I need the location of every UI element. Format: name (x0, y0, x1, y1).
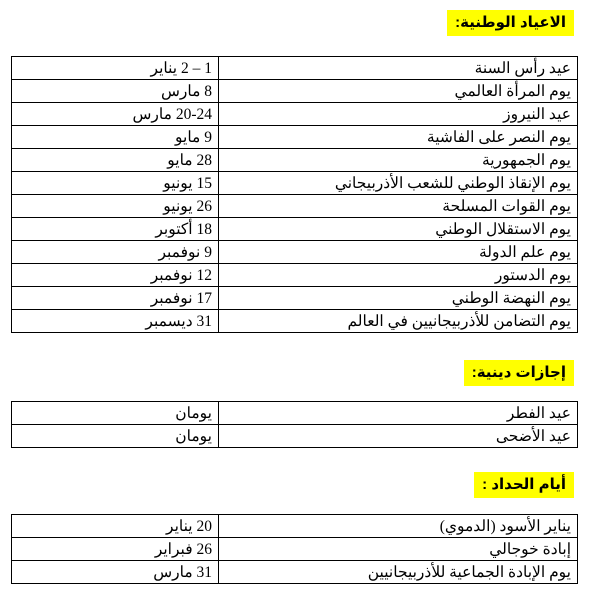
holiday-name: يوم الإبادة الجماعية للأذربيجانيين (219, 561, 578, 584)
table-row (12, 561, 578, 584)
holiday-date: 1 – 2 يناير (12, 57, 219, 80)
holiday-date: يومان (12, 425, 219, 448)
table-row (12, 195, 578, 218)
holiday-name: إبادة خوجالي (219, 538, 578, 561)
holiday-date: 17 نوفمبر (12, 287, 219, 310)
table-row (12, 172, 578, 195)
table-row (12, 241, 578, 264)
holiday-date: 28 مايو (12, 149, 219, 172)
holiday-name: يوم القوات المسلحة (219, 195, 578, 218)
mourning-days-table (11, 514, 578, 584)
religious-holidays-heading: إجازات دينية: (464, 360, 574, 386)
holiday-name: عيد رأس السنة (219, 57, 578, 80)
holiday-name: يوم الجمهورية (219, 149, 578, 172)
holiday-date: 20-24 مارس (12, 103, 219, 126)
mourning-days-heading: أيام الحداد : (474, 472, 574, 498)
holiday-date: 18 أكتوبر (12, 218, 219, 241)
holiday-name: يوم المرأة العالمي (219, 80, 578, 103)
holiday-date: 31 ديسمبر (12, 310, 219, 333)
holiday-date: يومان (12, 402, 219, 425)
table-row (12, 287, 578, 310)
holiday-name: عيد الفطر (219, 402, 578, 425)
holiday-date: 26 يونيو (12, 195, 219, 218)
table-row (12, 402, 578, 425)
table-row (12, 103, 578, 126)
holiday-name: يوم النصر على الفاشية (219, 126, 578, 149)
national-holidays-heading: الاعياد الوطنية: (447, 10, 574, 36)
table-row (12, 538, 578, 561)
holiday-name: يوم الاستقلال الوطني (219, 218, 578, 241)
table-row (12, 57, 578, 80)
national-holidays-table (11, 56, 578, 333)
table-row (12, 126, 578, 149)
holiday-name: يوم الدستور (219, 264, 578, 287)
table-row (12, 425, 578, 448)
religious-holidays-table (11, 401, 578, 448)
table-row (12, 264, 578, 287)
holiday-name: يناير الأسود (الدموي) (219, 515, 578, 538)
holiday-date: 8 مارس (12, 80, 219, 103)
table-row (12, 515, 578, 538)
holiday-name: يوم النهضة الوطني (219, 287, 578, 310)
holiday-name: يوم الإنقاذ الوطني للشعب الأذربيجاني (219, 172, 578, 195)
table-row (12, 80, 578, 103)
table-row (12, 149, 578, 172)
table-row (12, 310, 578, 333)
holiday-date: 26 فبراير (12, 538, 219, 561)
holiday-name: يوم التضامن للأذربيجانيين في العالم (219, 310, 578, 333)
holiday-name: عيد النيروز (219, 103, 578, 126)
holiday-name: عيد الأضحى (219, 425, 578, 448)
holiday-name: يوم علم الدولة (219, 241, 578, 264)
holiday-date: 15 يونيو (12, 172, 219, 195)
holiday-date: 20 يناير (12, 515, 219, 538)
holiday-date: 31 مارس (12, 561, 219, 584)
holiday-date: 9 نوفمبر (12, 241, 219, 264)
holiday-date: 12 نوفمبر (12, 264, 219, 287)
holiday-date: 9 مايو (12, 126, 219, 149)
table-row (12, 218, 578, 241)
